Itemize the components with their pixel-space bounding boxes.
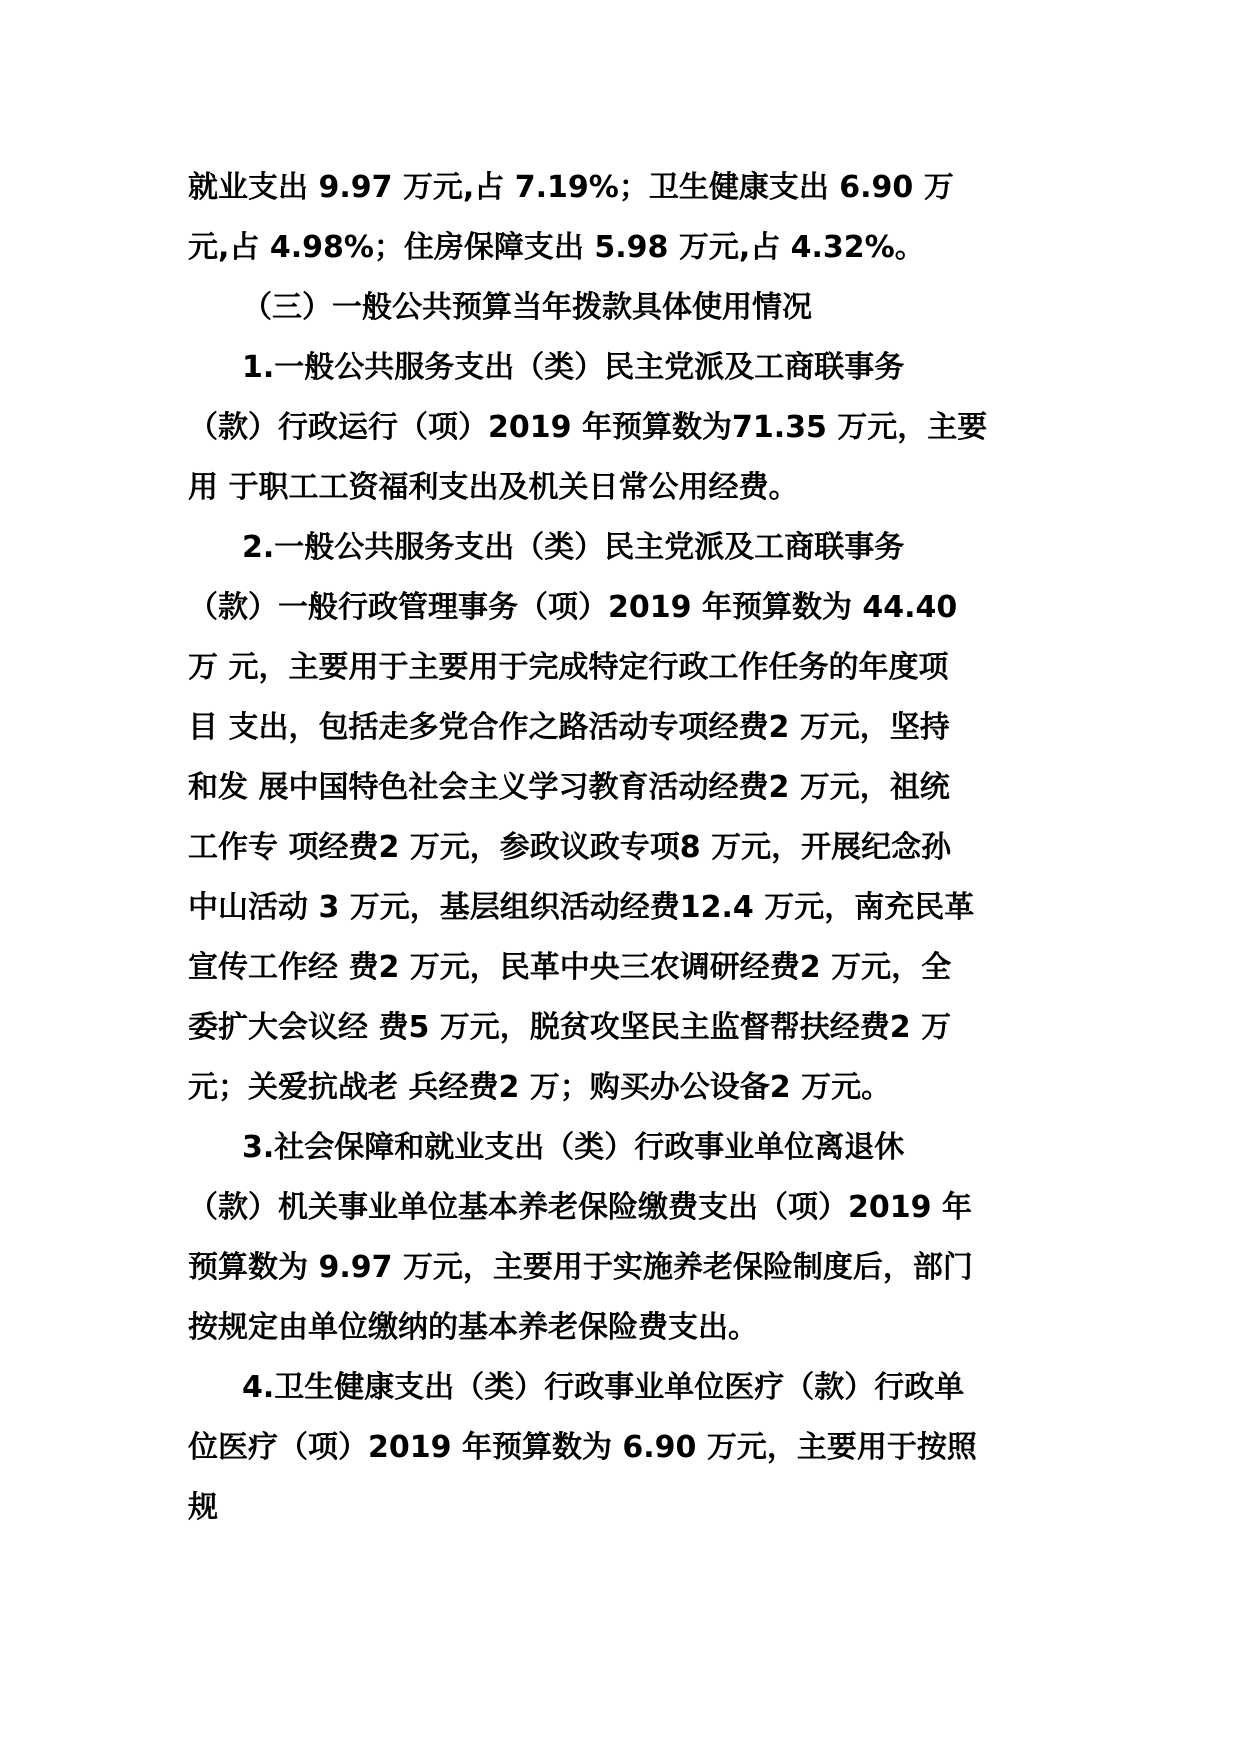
item-heading: 1.一般公共服务支出（类）民主党派及工商联事务: [242, 350, 905, 385]
text-line: 预算数为 9.97 万元，主要用于实施养老保险制度后，部门: [188, 1250, 973, 1285]
text-line: 中山活动 3 万元，基层组织活动经费12.4 万元，南充民革: [188, 890, 975, 925]
text-line: 就业支出 9.97 万元,占 7.19%；卫生健康支出 6.90 万: [188, 170, 954, 205]
item-heading: 4.卫生健康支出（类）行政事业单位医疗（款）行政单: [242, 1370, 965, 1405]
text-line: （款）一般行政管理事务（项）2019 年预算数为 44.40: [188, 590, 958, 625]
text-line: 工作专 项经费2 万元，参政议政专项8 万元，开展纪念孙: [188, 830, 952, 865]
text-line: 宣传工作经 费2 万元，民革中央三农调研经费2 万元，全: [188, 950, 952, 985]
text-line: 用 于职工工资福利支出及机关日常公用经费。: [188, 470, 799, 505]
section-heading: （三）一般公共预算当年拨款具体使用情况: [242, 290, 812, 325]
text-line: 委扩大会议经 费5 万元，脱贫攻坚民主监督帮扶经费2 万: [188, 1010, 952, 1045]
text-line: 元；关爱抗战老 兵经费2 万；购买办公设备2 万元。: [188, 1070, 892, 1105]
text-line: 目 支出，包括走多党合作之路活动专项经费2 万元，坚持: [188, 710, 950, 745]
text-line: 位医疗（项）2019 年预算数为 6.90 万元，主要用于按照: [188, 1430, 977, 1465]
document-body: [188, 158, 1068, 1538]
text-line: （款）行政运行（项）2019 年预算数为71.35 万元，主要: [188, 410, 988, 445]
text-line: 规: [188, 1490, 218, 1525]
text-line: 万 元，主要用于主要用于完成特定行政工作任务的年度项: [188, 650, 949, 685]
item-heading: 3.社会保障和就业支出（类）行政事业单位离退休: [242, 1130, 905, 1165]
text-line: （款）机关事业单位基本养老保险缴费支出（项）2019 年: [188, 1190, 972, 1225]
text-line: 和发 展中国特色社会主义学习教育活动经费2 万元，祖统: [188, 770, 950, 805]
text-line: 元,占 4.98%；住房保障支出 5.98 万元,占 4.32%。: [188, 230, 925, 265]
text-line: 按规定由单位缴纳的基本养老保险费支出。: [188, 1310, 758, 1345]
item-heading: 2.一般公共服务支出（类）民主党派及工商联事务: [242, 530, 905, 565]
